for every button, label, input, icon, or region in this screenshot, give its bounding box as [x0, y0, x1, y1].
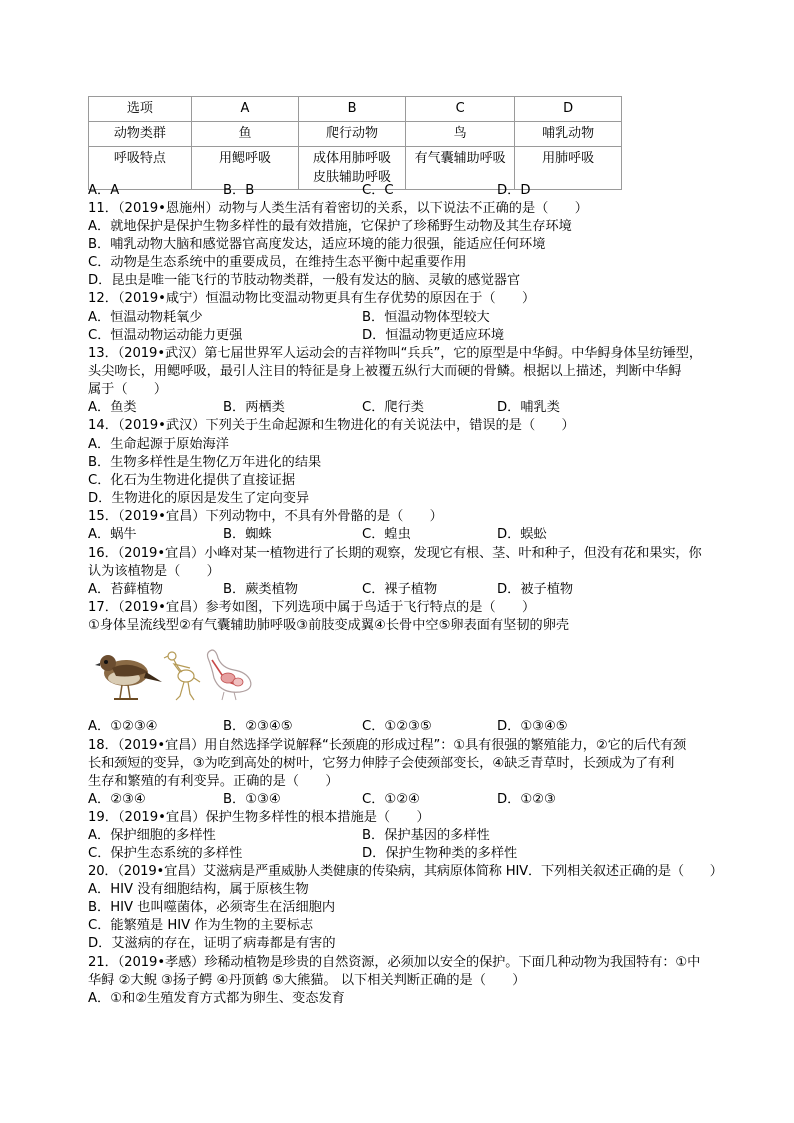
bird-anatomy-figure	[94, 638, 256, 704]
q18-option-d: D．①②③	[497, 792, 556, 807]
q20-option-b: B．HIV 也叫噬菌体，必须寄生在活细胞内	[88, 900, 336, 915]
q11-option-a: A．就地保护是保护生物多样性的最有效措施，它保护了珍稀野生动物及其生存环境	[88, 219, 572, 234]
q11-option-c: C．动物是生态系统中的重要成员，在维持生态平衡中起重要作用	[88, 255, 467, 270]
q16-option-d: D．被子植物	[497, 582, 574, 597]
q18-stem-cont: 生存和繁殖的有利变异。正确的是（ ）	[88, 774, 339, 789]
q10-option-a: A．A	[88, 183, 120, 198]
q13-option-c: C．爬行类	[362, 400, 424, 415]
sparrow-illustration	[95, 655, 162, 699]
bird-skeleton-illustration	[164, 652, 200, 700]
q13-option-a: A．鱼类	[88, 400, 137, 415]
q16-stem-cont: 认为该植物是（ ）	[88, 564, 220, 579]
bird-respiratory-system-illustration	[208, 650, 251, 700]
q12-option-b: B．恒温动物体型较大	[362, 310, 490, 325]
table-cell: D	[515, 97, 622, 122]
q17-option-c: C．①②③⑤	[362, 719, 432, 734]
q19-option-c: C．保护生态系统的多样性	[88, 846, 243, 861]
table-cell: C	[405, 97, 515, 122]
table-cell: 爬行动物	[299, 122, 406, 147]
q18-stem-cont: 长和颈短的变异，③为吃到高处的树叶，它努力伸脖子会使颈部变长，④缺乏青草时，长颈成为了有利	[88, 756, 675, 771]
q16-option-a: A．苔藓植物	[88, 582, 163, 597]
q12-stem: 12．（2019•咸宁）恒温动物比变温动物更具有生存优势的原因在于（ ）	[88, 291, 536, 306]
table-cell: B	[299, 97, 406, 122]
q18-option-c: C．①②④	[362, 792, 420, 807]
table-cell: 哺乳动物	[515, 122, 622, 147]
table-header-row	[89, 97, 622, 122]
q20-option-c: C．能繁殖是 HIV 作为生物的主要标志	[88, 918, 314, 933]
q21-option-a: A．①和②生殖发育方式都为卵生、变态发育	[88, 991, 345, 1006]
q16-option-c: C．裸子植物	[362, 582, 438, 597]
q19-option-a: A．保护细胞的多样性	[88, 828, 216, 843]
q21-stem-cont: 华鲟 ②大鲵 ③扬子鳄 ④丹顶鹤 ⑤大熊猫。 以下相关判断正确的是（ ）	[88, 973, 526, 988]
table-cell: 成体用肺呼吸 皮肤辅助呼吸	[299, 147, 406, 190]
q17-stem: 17．（2019•宜昌）参考如图，下列选项中属于鸟适于飞行特点的是（ ）	[88, 600, 536, 615]
q17-option-b: B．②③④⑤	[223, 719, 293, 734]
q14-option-c: C．化石为生物进化提供了直接证据	[88, 473, 296, 488]
q14-option-d: D．生物进化的原因是发生了定向变异	[88, 491, 310, 506]
q11-option-d: D．昆虫是唯一能飞行的节肢动物类群，一般有发达的脑、灵敏的感觉器官	[88, 273, 521, 288]
table-cell: 用鳃呼吸	[191, 147, 299, 190]
q14-stem: 14．（2019•武汉）下列关于生命起源和生物进化的有关说法中，错误的是（ ）	[88, 418, 575, 433]
q17-stem-cont: ①身体呈流线型②有气囊辅助肺呼吸③前肢变成翼④长骨中空⑤卵表面有坚韧的卵壳	[88, 618, 570, 633]
q15-option-a: A．蜗牛	[88, 527, 137, 542]
q11-stem: 11．（2019•恩施州）动物与人类生活有着密切的关系，以下说法不正确的是（ ）	[88, 201, 588, 216]
table-cell: 鱼	[191, 122, 299, 147]
options-table	[88, 96, 622, 190]
q20-stem: 20．（2019•宜昌）艾滋病是严重威胁人类健康的传染病，其病原体简称 HIV．下列相关叙述正确的是（ ）	[88, 864, 723, 879]
q11-option-b: B．哺乳动物大脑和感觉器官高度发达，适应环境的能力很强，能适应任何环境	[88, 237, 546, 252]
q10-option-d: D．D	[497, 183, 531, 198]
table-cell: 呼吸特点	[89, 147, 192, 190]
q16-option-b: B．蕨类植物	[223, 582, 298, 597]
q17-option-a: A．①②③④	[88, 719, 158, 734]
q13-stem: 13．（2019•武汉）第七届世界军人运动会的吉祥物叫“兵兵”，它的原型是中华鲟。中华鲟身体呈纺锤型，	[88, 346, 702, 361]
table-cell: A	[191, 97, 299, 122]
table-row	[89, 147, 622, 190]
q14-option-a: A．生命起源于原始海洋	[88, 437, 229, 452]
q20-option-a: A．HIV 没有细胞结构，属于原核生物	[88, 882, 309, 897]
q18-option-b: B．①③④	[223, 792, 281, 807]
table-row	[89, 122, 622, 147]
q13-stem-cont: 属于（ ）	[88, 382, 168, 397]
q20-option-d: D．艾滋病的存在，证明了病毒都是有害的	[88, 936, 336, 951]
q12-option-a: A．恒温动物耗氧少	[88, 310, 203, 325]
q19-option-d: D．保护生物种类的多样性	[362, 846, 518, 861]
q10-option-c: C．C	[362, 183, 394, 198]
q12-option-d: D．恒温动物更适应环境	[362, 328, 505, 343]
q12-option-c: C．恒温动物运动能力更强	[88, 328, 243, 343]
table-cell: 动物类群	[89, 122, 192, 147]
q15-option-d: D．蜈蚣	[497, 527, 547, 542]
q14-option-b: B．生物多样性是生物亿万年进化的结果	[88, 455, 322, 470]
q19-stem: 19．（2019•宜昌）保护生物多样性的根本措施是（ ）	[88, 810, 430, 825]
table-cell: 有气囊辅助呼吸	[405, 147, 515, 190]
table-cell: 选项	[89, 97, 192, 122]
q15-stem: 15．（2019•宜昌）下列动物中，不具有外骨骼的是（ ）	[88, 509, 443, 524]
q18-option-a: A．②③④	[88, 792, 146, 807]
q15-option-c: C．蝗虫	[362, 527, 411, 542]
q17-option-d: D．①③④⑤	[497, 719, 568, 734]
q10-option-b: B．B	[223, 183, 255, 198]
q13-option-d: D．哺乳类	[497, 400, 560, 415]
q18-stem: 18．（2019•宜昌）用自然选择学说解释“长颈鹿的形成过程”：①具有很强的繁殖能力，②它的后代有颈	[88, 738, 687, 753]
q15-option-b: B．蜘蛛	[223, 527, 272, 542]
q19-option-b: B．保护基因的多样性	[362, 828, 490, 843]
q21-stem: 21．（2019•孝感）珍稀动植物是珍贵的自然资源，必须加以安全的保护。下面几种动物为我国特有：①中	[88, 955, 701, 970]
q13-stem-cont: 头尖吻长，用鳃呼吸，最引人注目的特征是身上被覆五纵行大而硬的骨鳞。根据以上描述，判断中华鲟	[88, 364, 682, 379]
table-cell: 用肺呼吸	[515, 147, 622, 190]
q16-stem: 16．（2019•宜昌）小峰对某一植物进行了长期的观察，发现它有根、茎、叶和种子，但没有花和果实，你	[88, 546, 702, 561]
table-cell: 鸟	[405, 122, 515, 147]
q13-option-b: B．两栖类	[223, 400, 285, 415]
